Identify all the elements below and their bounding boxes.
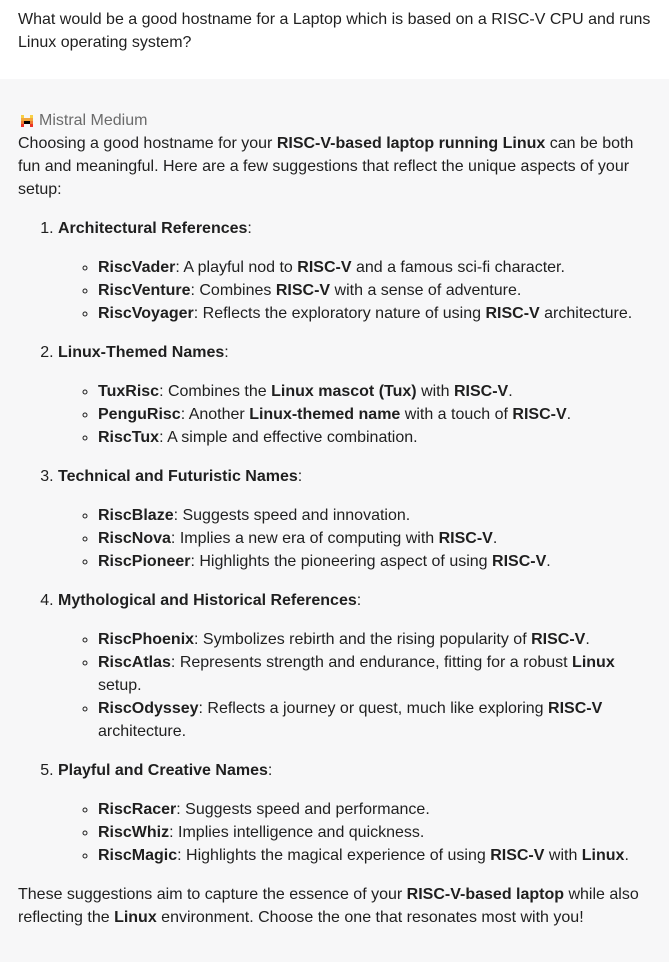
text-run: : Suggests speed and innovation. [173, 507, 411, 524]
text-run: : A simple and effective combination. [159, 429, 418, 446]
text-run: . [624, 847, 629, 864]
hostname-suggestion [98, 426, 651, 449]
hostname-suggestion [98, 550, 651, 573]
hostname-list [58, 504, 651, 573]
bold-text: RiscVader [98, 259, 176, 276]
text-run: architecture. [98, 723, 187, 740]
text-run: . [585, 631, 590, 648]
text-run: with a touch of [400, 406, 513, 423]
text-run: : Implies intelligence and quickness. [169, 824, 425, 841]
text-run: . [566, 406, 572, 423]
bold-text: RiscPioneer [98, 553, 191, 570]
hostname-suggestion [98, 844, 651, 867]
text-run: : Implies a new era of computing with [170, 530, 439, 547]
text-run: . [508, 383, 513, 400]
hostname-suggestion [98, 821, 651, 844]
text-run: : Represents strength and endurance, fitting for a robust [170, 654, 573, 671]
bold-text: RISC-V [297, 259, 352, 276]
text-run: : A playful nod to [175, 259, 298, 276]
section-colon: : [356, 592, 362, 609]
bold-text: RISC-V-based laptop running Linux [276, 135, 546, 152]
section-title: Playful and Creative Names [58, 762, 268, 779]
bold-text: RISC-V [548, 700, 603, 717]
bold-text: RISC-V-based laptop [406, 886, 565, 903]
bold-text: RiscWhiz [98, 824, 170, 841]
bold-text: RiscRacer [98, 801, 177, 818]
hostname-suggestion [98, 279, 651, 302]
hostname-suggestion [98, 403, 651, 426]
section-item [58, 759, 651, 867]
text-run: with [544, 847, 582, 864]
text-run: can be both fun and meaningful. Here are a few suggestions that reflect the unique aspects of your setup: [18, 135, 634, 198]
section-colon: : [267, 762, 273, 779]
section-title: Mythological and Historical References [58, 592, 357, 609]
hostname-list [58, 380, 651, 449]
section-item [58, 217, 651, 325]
bold-text: RISC-V [490, 847, 545, 864]
intro-paragraph [18, 132, 651, 201]
text-run: Choosing a good hostname for your [18, 135, 277, 152]
mistral-logo-icon [21, 115, 33, 127]
user-message [0, 0, 669, 79]
hostname-suggestion [98, 798, 651, 821]
bold-text: RiscTux [98, 429, 160, 446]
text-run: : Combines the [159, 383, 272, 400]
text-run: environment. Choose the one that resonates most with you! [156, 909, 584, 926]
hostname-list [58, 628, 651, 743]
user-message-text: What would be a good hostname for a Laptop which is based on a RISC-V CPU and runs Linux operating system? [18, 11, 651, 51]
bold-text: Linux mascot (Tux) [271, 383, 417, 400]
section-colon: : [297, 468, 303, 485]
bold-text: RiscOdyssey [98, 700, 199, 717]
bold-text: RiscAtlas [98, 654, 171, 671]
text-run: : Suggests speed and performance. [176, 801, 430, 818]
hostname-list [58, 798, 651, 867]
bold-text: RISC-V [512, 406, 567, 423]
bold-text: RISC-V [275, 282, 331, 299]
bold-text: Linux [114, 909, 157, 926]
text-run: . [492, 530, 498, 547]
hostname-suggestion [98, 302, 651, 325]
bold-text: RISC-V [438, 530, 493, 547]
bold-text: RISC-V [531, 631, 586, 648]
text-run: : Symbolizes rebirth and the rising popularity of [194, 631, 532, 648]
text-run: These suggestions aim to capture the essence of your [18, 886, 407, 903]
text-run: while also reflecting the [18, 886, 639, 926]
hostname-suggestion [98, 697, 651, 743]
text-run: setup. [98, 677, 142, 694]
text-run: : Highlights the pioneering aspect of using [190, 553, 493, 570]
bold-text: Linux [581, 847, 625, 864]
suggestion-sections [18, 217, 651, 867]
bold-text: RiscVoyager [98, 305, 194, 322]
hostname-suggestion [98, 256, 651, 279]
model-header [18, 109, 651, 132]
bold-text: TuxRisc [98, 383, 160, 400]
bold-text: RiscPhoenix [98, 631, 195, 648]
text-run: and a famous sci-fi character. [351, 259, 565, 276]
hostname-list [58, 256, 651, 325]
text-run: : Reflects a journey or quest, much like exploring [198, 700, 549, 717]
section-colon: : [224, 344, 229, 361]
section-title: Architectural References [58, 220, 248, 237]
bold-text: RISC-V [453, 383, 509, 400]
text-run: : Reflects the exploratory nature of using [193, 305, 486, 322]
section-item [58, 465, 651, 573]
text-run: architecture. [539, 305, 633, 322]
hostname-suggestion [98, 628, 651, 651]
bold-text: RISC-V [492, 553, 547, 570]
closing-paragraph [18, 883, 651, 929]
text-run: with [416, 383, 454, 400]
text-run: : Highlights the magical experience of using [177, 847, 491, 864]
bold-text: Linux [572, 654, 615, 671]
text-run: with a sense of adventure. [330, 282, 522, 299]
section-colon: : [247, 220, 252, 237]
assistant-message [0, 79, 669, 962]
model-name: Mistral Medium [39, 112, 148, 129]
bold-text: Linux-themed name [249, 406, 401, 423]
bold-text: RiscMagic [98, 847, 178, 864]
hostname-suggestion [98, 651, 651, 697]
bold-text: RiscNova [98, 530, 171, 547]
hostname-suggestion [98, 527, 651, 550]
bold-text: RISC-V [485, 305, 540, 322]
hostname-suggestion [98, 504, 651, 527]
section-item [58, 341, 651, 449]
text-run: . [546, 553, 551, 570]
section-title: Linux-Themed Names [58, 344, 225, 361]
bold-text: RiscBlaze [98, 507, 174, 524]
bold-text: PenguRisc [98, 406, 181, 423]
section-title: Technical and Futuristic Names [58, 468, 298, 485]
text-run: : Combines [190, 282, 276, 299]
bold-text: RiscVenture [98, 282, 191, 299]
hostname-suggestion [98, 380, 651, 403]
section-item [58, 589, 651, 743]
text-run: : Another [180, 406, 250, 423]
